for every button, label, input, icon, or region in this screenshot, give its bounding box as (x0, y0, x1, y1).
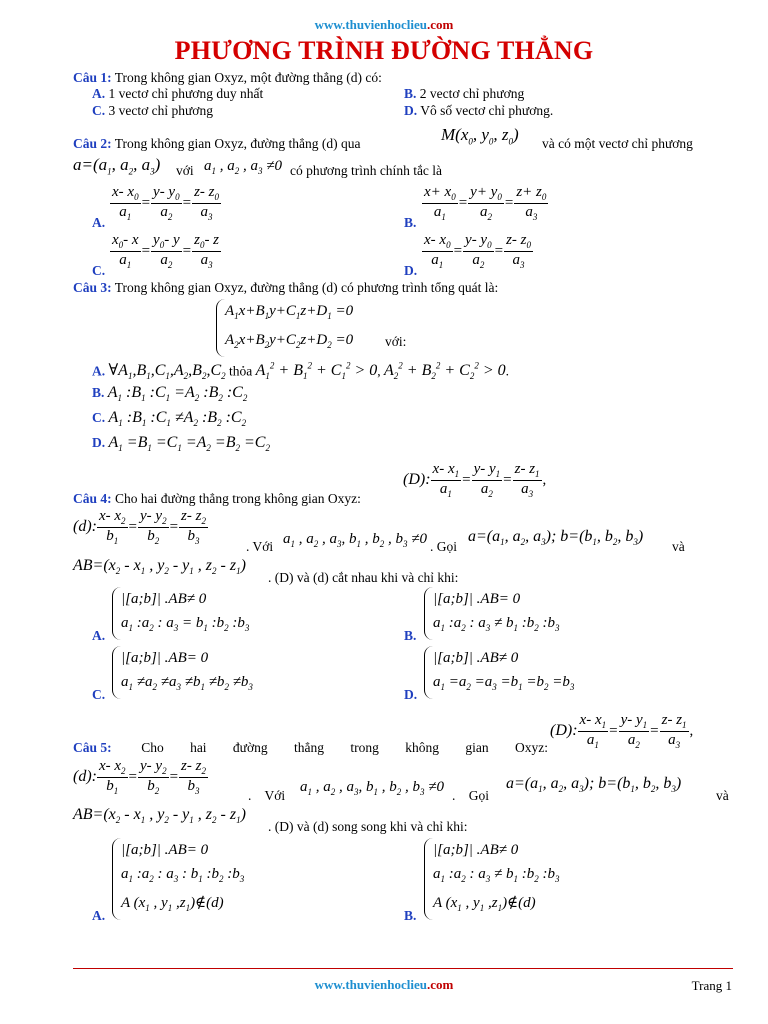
q4-line-D: (D): $\frac{x- x_1}{a_1}$ = $\frac{y- y_1}{a_2}$ = $\frac{z- z_1}{a_3}$ , (403, 461, 547, 499)
q5-option-a-sys: |[a;b]| .AB= 0 $a_1$ $:a_2$ : $a_3$ : $b_1$ $:b_2$ $:b_3$ A ($x_1$ , $y_1$ $,z_1)\notin(d)$ (112, 838, 244, 920)
q4-option-c-label: C. (92, 687, 106, 702)
q3-system: $A_1x+B_1y+C_1z+D_1 =0$ $A_2x+B_2y+C_2z+D_2 =0$ (216, 299, 353, 357)
q2-option-b-eq: $\frac{x+ x_0}{a_1}$ = $\frac{y+ y_0}{a_2}$ = $\frac{z+ z_0}{a_3}$ (424, 184, 547, 222)
q2-option-a-label: A. (92, 215, 106, 230)
q2-option-c-label: C. (92, 263, 106, 278)
q4-vectors: $a=(a_1$, $a_2$, $a_3$); $b=(b_1$, $b_2$, $b_3$) (468, 528, 644, 548)
q5-vector-ab: $AB=(x_2 - x_1$ , $y_2 - y_1$ , $z_2 - z_1$) (73, 806, 246, 826)
q2-option-d-label: D. (404, 263, 418, 278)
site-footer[interactable]: www.thuvienhoclieu.com (314, 977, 454, 992)
q2-vector-a: $a=(a_1$, $a_2$, $a_3$) (73, 155, 161, 177)
q4-option-c-sys: |[a;b]| .AB= 0 $a_1 \ne a_2 \ne a_3 \ne b_1 \ne b_2 \ne b_3$ (112, 646, 253, 699)
page-title: PHƯƠNG TRÌNH ĐƯỜNG THẲNG (174, 36, 594, 65)
q4-nonzero: $a_1$ , $a_2$ , $a_3$, $b_1$ , $b_2$ , $b_3 \ne 0$ (283, 531, 427, 549)
q3-option-c: C. $A_1$ $:B_1$ $:C_1 \ne A_2$ $:B_2$ $:C_2$ (92, 409, 247, 429)
q1-option-b: B. 2 vectơ chỉ phương (404, 86, 525, 101)
q4-va: và (672, 539, 685, 554)
q2-nonzero: $a_1$ , $a_2$ , $a_3 \ne 0$ (204, 158, 282, 176)
q1-option-c: C. 3 vectơ chỉ phương (92, 103, 213, 118)
q3-option-d: D. $A_1 =B_1 =C_1 =A_2 =B_2 =C_2$ (92, 434, 270, 454)
q4-option-a-label: A. (92, 628, 106, 643)
q2-voi: với (176, 163, 194, 178)
q4-option-d-label: D. (404, 687, 418, 702)
q5-voi: . Với (248, 788, 286, 803)
q1-option-d: D. Vô số vectơ chỉ phương. (404, 103, 554, 118)
q3-option-b: B. $A_1$ $:B_1$ $:C_1 =A_2$ $:B_2$ $:C_2$ (92, 384, 248, 404)
q2-stem: Câu 2: Trong không gian Oxyz, đường thẳng (d) qua (73, 136, 361, 151)
q5-option-b-sys: |[a;b]| .AB≠ 0 $a_1$ $:a_2$ : $a_3 \ne b_1$ $:b_2$ $:b_3$ A ($x_1$ , $y_1$ $,z_1)\notin(d)$ (424, 838, 559, 920)
site-header[interactable]: www.thuvienhoclieu.com (314, 17, 454, 32)
q5-stem: Câu 5: Cho hai đường thẳng trong không gian Oxyz: (73, 740, 548, 755)
q3-voi: với: (385, 334, 407, 349)
q5-line-d: (d): $\frac{x- x_2}{b_1}$ = $\frac{y- y_2}{b_2}$ = $\frac{z- z_2}{b_3}$ (73, 758, 206, 796)
footer-divider (73, 968, 733, 969)
q5-vectors: $a=(a_1$, $a_2$, $a_3$); $b=(b_1$, $b_2$, $b_3$) (506, 775, 682, 795)
q4-voi: . Với (246, 539, 274, 554)
q2-option-a-eq: $\frac{x- x_0}{a_1}$ = $\frac{y- y_0}{a_2}$ = $\frac{z- z_0}{a_3}$ (112, 184, 219, 222)
q1-stem: Câu 1: Trong không gian Oxyz, một đường thẳng (d) có: (73, 70, 382, 85)
q1-option-a: A. 1 vectơ chỉ phương duy nhất (92, 86, 264, 101)
q5-nonzero: $a_1$ , $a_2$ , $a_3$, $b_1$ , $b_2$ , $b_3 \ne 0$ (300, 779, 444, 797)
q5-va: và (716, 788, 729, 803)
q5-goi: . Gọi (452, 788, 489, 803)
q2-option-c-eq: $\frac{x_0- x}{a_1}$ = $\frac{y_0- y}{a_2}$ = $\frac{z_0- z}{a_3}$ (112, 232, 220, 270)
q5-option-a-label: A. (92, 908, 106, 923)
q4-line-d: (d): $\frac{x- x_2}{b_1}$ = $\frac{y- y_2}{b_2}$ = $\frac{z- z_2}{b_3}$ (73, 508, 206, 546)
q5-cond: . (D) và (d) song song khi và chỉ khi: (268, 819, 468, 834)
q2-option-d-eq: $\frac{x- x_0}{a_1}$ = $\frac{y- y_0}{a_2}$ = $\frac{z- z_0}{a_3}$ (424, 232, 531, 270)
q2-stem-3: có phương trình chính tắc là (290, 163, 443, 178)
page-number: Trang 1 (691, 978, 732, 993)
q3-stem: Câu 3: Trong không gian Oxyz, đường thẳng (d) có phương trình tổng quát là: (73, 280, 499, 295)
q4-goi: . Gọi (430, 539, 457, 554)
q4-stem: Câu 4: Cho hai đường thẳng trong không gian Oxyz: (73, 491, 361, 506)
q3-option-a: A. $\forall A_1,B_1,C_1,A_2,B_2,C_2$ thỏa $A_1^2 + B_1^2 + C_1^2 > 0$, $A_2^2 + B_2^2 + C_2^2 > 0$. (92, 361, 509, 382)
q4-option-b-label: B. (404, 628, 417, 643)
q4-option-b-sys: |[a;b]| .AB= 0 $a_1$ $:a_2$ : $a_3 \ne b_1$ $:b_2$ $:b_3$ (424, 587, 559, 640)
q2-stem-2: và có một vectơ chỉ phương (542, 136, 693, 151)
q2-point-m: $M(x_0$, $y_0$, $z_0$) (441, 125, 519, 147)
q4-option-d-sys: |[a;b]| .AB≠ 0 $a_1 =a_2 =a_3 =b_1 =b_2 =b_3$ (424, 646, 574, 699)
q5-line-D: (D): $\frac{x- x_1}{a_1}$ = $\frac{y- y_1}{a_2}$ = $\frac{z- z_1}{a_3}$ , (550, 712, 694, 750)
q5-option-b-label: B. (404, 908, 417, 923)
q2-option-b-label: B. (404, 215, 417, 230)
q4-vector-ab: $AB=(x_2 - x_1$ , $y_2 - y_1$ , $z_2 - z_1$) (73, 557, 246, 577)
q4-cond: . (D) và (d) cắt nhau khi và chỉ khi: (268, 570, 459, 585)
q4-option-a-sys: |[a;b]| .AB≠ 0 $a_1$ $:a_2$ : $a_3 = b_1$ $:b_2$ $:b_3$ (112, 587, 249, 640)
